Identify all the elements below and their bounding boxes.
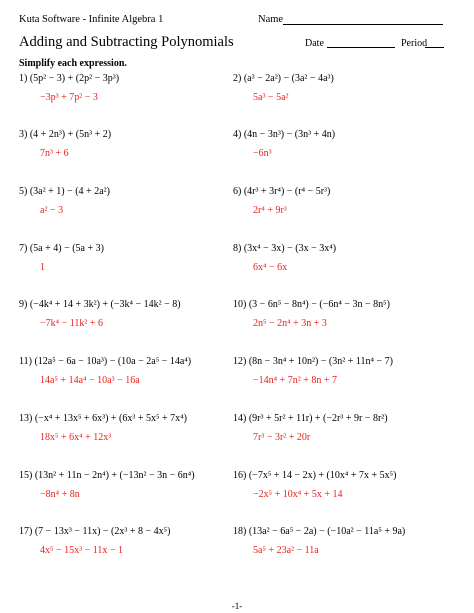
problem-15 [19, 470, 195, 481]
answer-11: 14a⁵ + 14a⁴ − 10a³ − 16a [40, 375, 140, 386]
answer-6: 2r⁴ + 9r³ [253, 205, 287, 216]
problem-9 [19, 299, 181, 310]
answer-7: 1 [40, 262, 45, 273]
problem-number: 17) [19, 526, 33, 537]
answer-17: 4x⁵ − 15x³ − 11x − 1 [40, 545, 124, 556]
answer-5: a² − 3 [40, 205, 64, 216]
problem-expression: (−7x⁵ + 14 − 2x) + (10x⁴ + 7x + 5x⁵) [248, 470, 397, 481]
page-number: -1- [231, 601, 243, 611]
problem-10 [233, 299, 390, 310]
problem-5 [19, 186, 110, 197]
problem-expression: (13a² − 6a⁵ − 2a) − (−10a² − 11a⁵ + 9a) [248, 526, 406, 537]
date-label: Date [305, 38, 324, 49]
problem-number: 3) [19, 129, 28, 140]
problem-expression: (3a² + 1) − (4 + 2a²) [29, 186, 110, 197]
period-blank-line [425, 47, 444, 48]
problem-expression: (5p² − 3) + (2p² − 3p³) [29, 73, 120, 84]
problem-number: 7) [19, 243, 28, 254]
problem-number: 2) [233, 73, 242, 84]
problem-expression: (−x⁴ + 13x⁵ + 6x³) + (6x³ + 5x⁵ + 7x⁴) [34, 413, 187, 424]
problem-expression: (4n − 3n³) − (3n³ + 4n) [243, 129, 336, 140]
problem-number: 16) [233, 470, 247, 481]
problem-number: 18) [233, 526, 247, 537]
problem-number: 1) [19, 73, 28, 84]
answer-14: 7r³ − 3r² + 20r [253, 432, 311, 443]
answer-1: −3p³ + 7p² − 3 [40, 92, 98, 103]
problem-7 [19, 243, 104, 254]
problem-number: 11) [19, 356, 32, 367]
problem-expression: (3 − 6n⁵ − 8n⁴) − (−6n⁴ − 3n − 8n⁵) [248, 299, 390, 310]
problem-expression: (a³ − 2a²) − (3a² − 4a³) [243, 73, 334, 84]
problem-11 [19, 356, 191, 367]
name-label: Name [258, 14, 284, 25]
answer-18: 5a⁵ + 23a² − 11a [253, 545, 319, 556]
problem-expression: (13n² + 11n − 2n⁴) + (−13n² − 3n − 6n⁴) [34, 470, 195, 481]
answer-9: −7k⁴ − 11k² + 6 [40, 318, 104, 329]
problem-18 [233, 526, 405, 537]
problem-2 [233, 73, 334, 84]
problem-number: 6) [233, 186, 242, 197]
date-blank-line [327, 47, 395, 48]
problem-number: 5) [19, 186, 28, 197]
answer-10: 2n⁵ − 2n⁴ + 3n + 3 [253, 318, 327, 329]
problem-number: 10) [233, 299, 247, 310]
problem-expression: (4 + 2n³) + (5n³ + 2) [29, 129, 112, 140]
problem-number: 13) [19, 413, 33, 424]
problem-1 [19, 73, 119, 84]
problem-3 [19, 129, 111, 140]
problem-number: 9) [19, 299, 28, 310]
worksheet-title: Adding and Subtracting Polynomials [19, 34, 234, 50]
problem-13 [19, 413, 187, 424]
answer-13: 18x⁵ + 6x⁴ + 12x³ [40, 432, 112, 443]
name-blank-line [283, 24, 443, 25]
problem-expression: (5a + 4) − (5a + 3) [29, 243, 104, 254]
problem-6 [233, 186, 330, 197]
problem-number: 14) [233, 413, 247, 424]
problem-expression: (−4k⁴ + 14 + 3k²) + (−3k⁴ − 14k² − 8) [29, 299, 181, 310]
problem-expression: (4r³ + 3r⁴) − (r⁴ − 5r³) [243, 186, 331, 197]
problem-expression: (8n − 3n⁴ + 10n²) − (3n² + 11n⁴ − 7) [248, 356, 393, 367]
problem-number: 8) [233, 243, 242, 254]
problem-number: 12) [233, 356, 247, 367]
problem-expression: (12a⁵ − 6a − 10a³) − (10a − 2a⁵ − 14a⁴) [34, 356, 192, 367]
problem-16 [233, 470, 396, 481]
instructions: Simplify each expression. [19, 58, 127, 69]
answer-8: 6x⁴ − 6x [253, 262, 288, 273]
answer-4: −6n³ [253, 148, 272, 159]
problem-expression: (9r³ + 5r² + 11r) + (−2r³ + 9r − 8r²) [248, 413, 388, 424]
problem-8 [233, 243, 336, 254]
answer-16: −2x⁵ + 10x⁴ + 5x + 14 [253, 489, 343, 500]
problem-number: 4) [233, 129, 242, 140]
answer-3: 7n³ + 6 [40, 148, 69, 159]
answer-15: −8n⁴ + 8n [40, 489, 80, 500]
problem-14 [233, 413, 388, 424]
problem-expression: (7 − 13x³ − 11x) − (2x³ + 8 − 4x⁵) [34, 526, 171, 537]
problem-number: 15) [19, 470, 33, 481]
problem-12 [233, 356, 393, 367]
answer-2: 5a³ − 5a² [253, 92, 289, 103]
answer-12: −14n⁴ + 7n² + 8n + 7 [253, 375, 338, 386]
problem-17 [19, 526, 170, 537]
period-label: Period [401, 38, 428, 49]
problem-expression: (3x⁴ − 3x) − (3x − 3x⁴) [243, 243, 337, 254]
problem-4 [233, 129, 335, 140]
software-credit: Kuta Software - Infinite Algebra 1 [19, 14, 164, 25]
